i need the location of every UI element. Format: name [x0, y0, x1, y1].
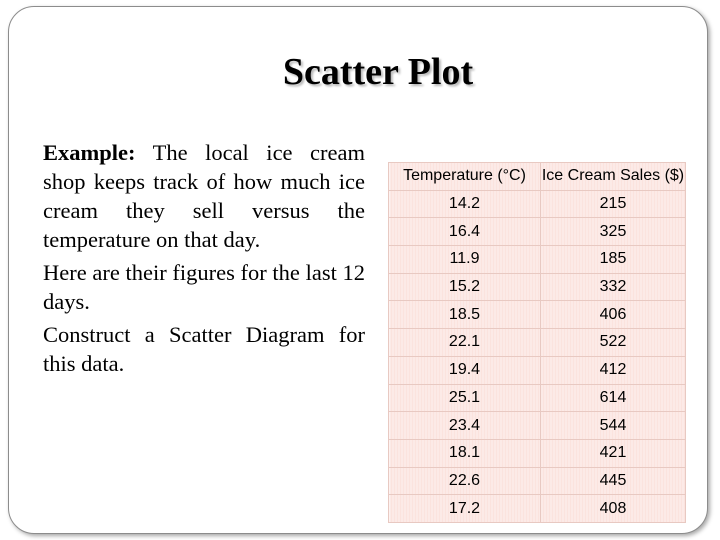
table-header-row: [389, 163, 686, 191]
table-row: [389, 467, 686, 495]
cell-sales: 406: [541, 301, 686, 329]
cell-sales: 215: [541, 190, 686, 218]
table-row: [389, 412, 686, 440]
header-sales: Ice Cream Sales ($): [541, 163, 686, 191]
cell-temperature: 22.1: [389, 329, 541, 357]
example-paragraph: [43, 138, 365, 254]
table-row: [389, 246, 686, 274]
cell-temperature: 18.5: [389, 301, 541, 329]
cell-temperature: 23.4: [389, 412, 541, 440]
cell-temperature: 15.2: [389, 273, 541, 301]
table-row: [389, 190, 686, 218]
cell-sales: 614: [541, 384, 686, 412]
cell-temperature: 25.1: [389, 384, 541, 412]
instruction-paragraph: Construct a Scatter Diagram for this data.: [43, 322, 365, 376]
cell-sales: 325: [541, 218, 686, 246]
table-row: [389, 356, 686, 384]
cell-sales: 185: [541, 246, 686, 274]
cell-temperature: 22.6: [389, 467, 541, 495]
table-row: [389, 439, 686, 467]
cell-temperature: 17.2: [389, 495, 541, 523]
cell-sales: 408: [541, 495, 686, 523]
table-row: [389, 495, 686, 523]
cell-sales: 522: [541, 329, 686, 357]
cell-temperature: 11.9: [389, 246, 541, 274]
cell-sales: 445: [541, 467, 686, 495]
cell-sales: 332: [541, 273, 686, 301]
cell-temperature: 16.4: [389, 218, 541, 246]
cell-sales: 544: [541, 412, 686, 440]
example-label: Example:: [43, 140, 136, 165]
table-row: [389, 218, 686, 246]
table-row: [389, 301, 686, 329]
table-body: [389, 190, 686, 522]
slide-body: [43, 138, 365, 382]
cell-temperature: 19.4: [389, 356, 541, 384]
slide-title: Scatter Plot: [282, 51, 474, 93]
table-row: [389, 329, 686, 357]
cell-temperature: 14.2: [389, 190, 541, 218]
figures-paragraph: Here are their figures for the last 12 days.: [43, 260, 365, 314]
table-row: [389, 273, 686, 301]
header-temperature: Temperature (°C): [389, 163, 541, 191]
cell-sales: 412: [541, 356, 686, 384]
example-text: The local ice cream shop keeps track of how much ice cream they sell versus the temperature on that day.: [43, 140, 365, 252]
data-table: [388, 162, 686, 523]
cell-sales: 421: [541, 439, 686, 467]
cell-temperature: 18.1: [389, 439, 541, 467]
table-row: [389, 384, 686, 412]
